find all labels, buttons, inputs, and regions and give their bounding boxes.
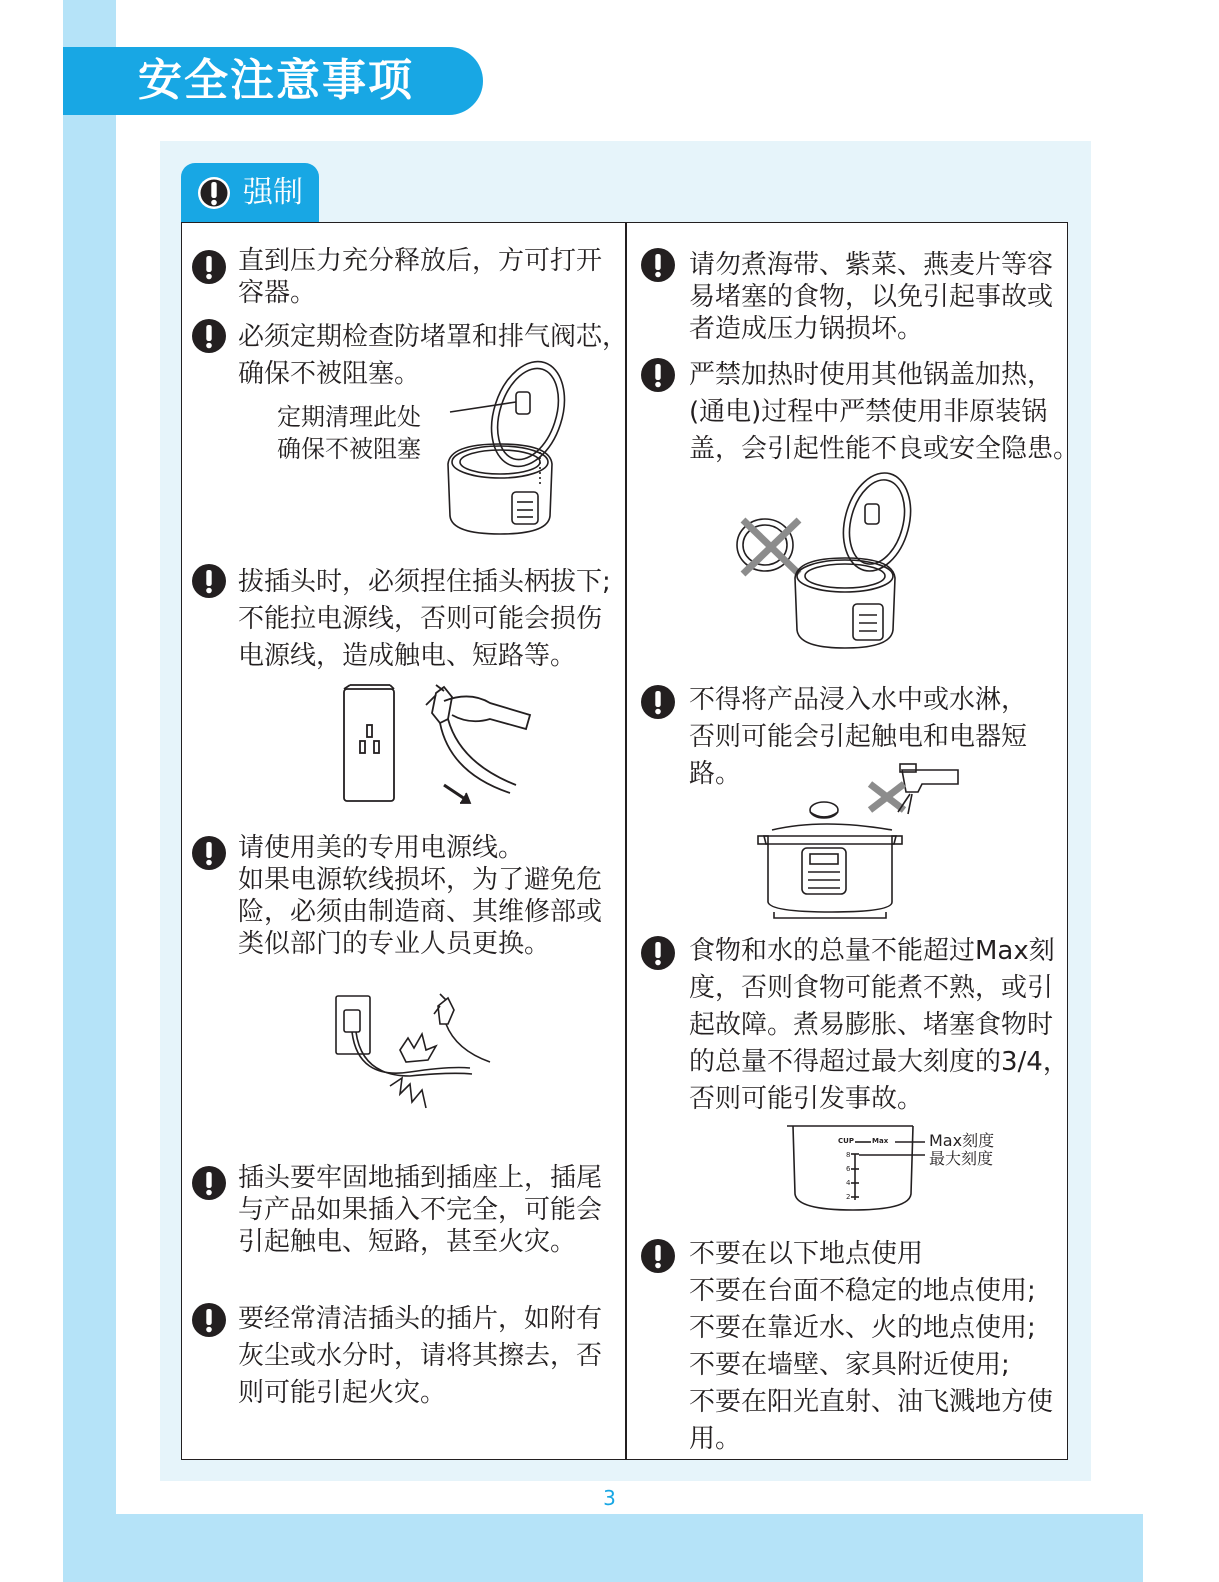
max-scale-label-cn: 最大刻度 — [929, 1149, 994, 1168]
page-title: 安全注意事项 — [138, 55, 414, 106]
warning-icon — [191, 563, 227, 599]
pot-tick-2: 2 — [846, 1193, 851, 1201]
left-item-check-valve: 必须定期检查防堵罩和排气阀芯， 确保不被阻塞。 — [238, 322, 629, 389]
column-divider — [625, 222, 627, 1460]
pot-tick-6: 6 — [846, 1165, 851, 1173]
warning-icon — [640, 247, 676, 283]
section-tab-label: 强制 — [243, 175, 303, 210]
page-number: 3 — [603, 1486, 616, 1510]
warning-icon — [640, 1238, 676, 1274]
left-item-power-cord: 请使用美的专用电源线。 如果电源软线损坏，为了避免危 险，必须由制造商、其维修部或 类似部门的专业人员更换。 — [238, 833, 603, 959]
pot-cup-label: CUP — [838, 1137, 854, 1145]
left-item-clean-plug: 要经常清洁插头的插片，如附有 灰尘或水分时，请将其擦去，否 则可能引起火灾。 — [238, 1304, 603, 1408]
bottom-accent-band — [63, 1514, 1143, 1582]
warning-icon — [191, 318, 227, 354]
right-item-location: 不要在以下地点使用 不要在台面不稳定的地点使用; 不要在靠近水、火的地点使用; 不要在墙壁、家具附近使用; 不要在阳光直射、油飞溅地方使 用。 — [689, 1239, 1054, 1454]
open-cooker-illustration — [440, 356, 580, 541]
damaged-cord-illustration — [330, 990, 510, 1120]
warning-icon — [640, 357, 676, 393]
wrong-lid-illustration — [735, 470, 920, 655]
warning-icon — [191, 1302, 227, 1338]
right-item-clogging-foods: 请勿煮海带、紫菜、燕麦片等容 易堵塞的食物，以免引起事故或 者造成压力锅损坏。 — [689, 250, 1054, 344]
pot-tick-8: 8 — [846, 1151, 851, 1159]
valve-cleaning-caption: 定期清理此处 确保不被阻塞 — [277, 403, 421, 463]
warning-icon — [640, 684, 676, 720]
warning-icon — [191, 835, 227, 871]
unplug-illustration — [340, 683, 535, 813]
warning-icon — [191, 1165, 227, 1201]
left-item-plug-firmly: 插头要牢固地插到插座上，插尾 与产品如果插入不完全，可能会 引起触电、短路，甚至火灾。 — [238, 1163, 603, 1257]
inner-pot-scale-illustration — [785, 1122, 925, 1214]
warning-icon — [191, 249, 227, 285]
exclamation-circle-icon — [196, 175, 232, 211]
right-item-no-water: 不得将产品浸入水中或水淋， 否则可能会引起触电和电器短 路。 — [689, 685, 1028, 789]
left-item-unplug: 拔插头时，必须捏住插头柄拔下; 不能拉电源线，否则可能会损伤 电源线，造成触电、短路等。 — [238, 567, 611, 671]
max-scale-label: Max刻度 — [929, 1131, 995, 1150]
no-water-illustration — [752, 762, 962, 922]
left-item-release-pressure: 直到压力充分释放后，方可打开 容器。 — [238, 246, 603, 308]
right-item-original-lid: 严禁加热时使用其他锅盖加热， (通电)过程中严禁使用非原装锅 盖，会引起性能不良或安全隐患。 — [689, 360, 1080, 464]
right-item-max-level: 食物和水的总量不能超过Max刻 度，否则食物可能煮不熟，或引 起故障。煮易膨胀、堵塞食物时 的总量不得超过最大刻度的3/4， 否则可能引发事故。 — [689, 936, 1069, 1114]
warning-icon — [640, 935, 676, 971]
pot-tick-4: 4 — [846, 1179, 851, 1187]
left-accent-strip — [63, 0, 116, 1582]
pot-max-tick: Max — [872, 1137, 889, 1145]
